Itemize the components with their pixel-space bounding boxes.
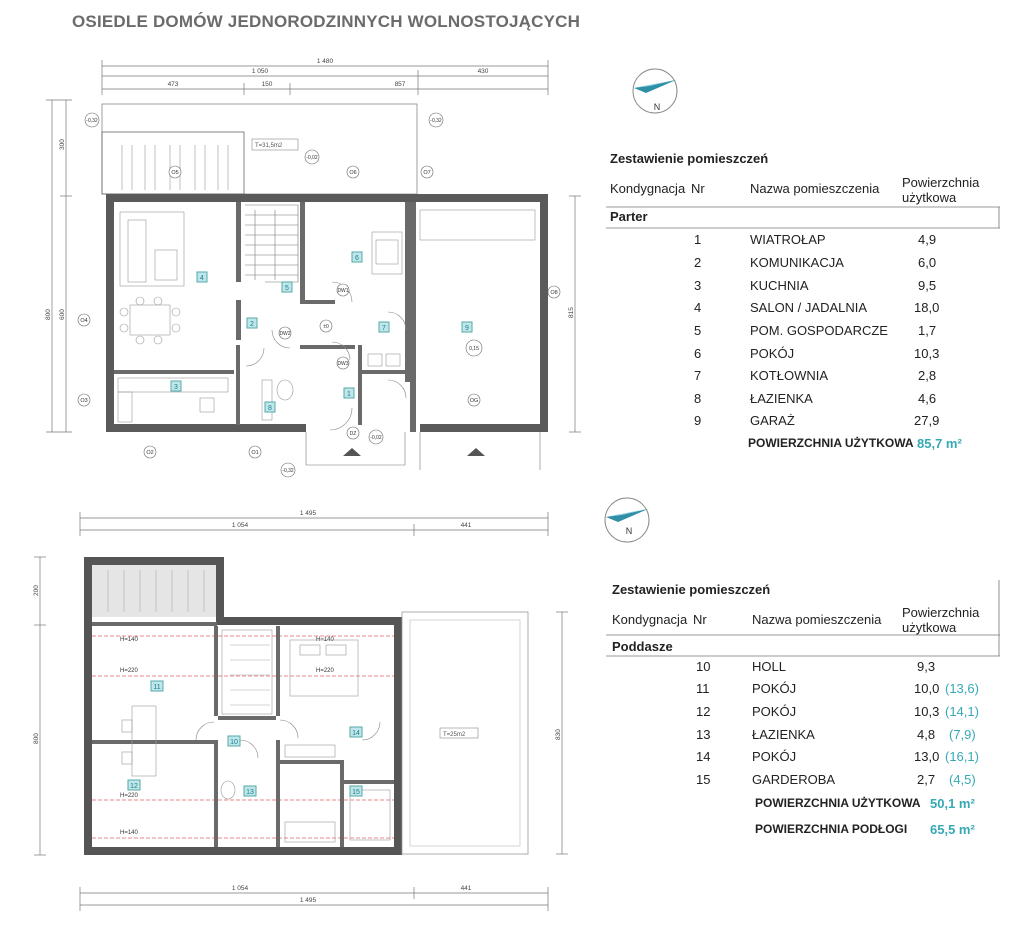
table-row (610, 323, 1010, 343)
row-nr: 1 (694, 232, 702, 247)
attic-height-note-5: H=220 (120, 793, 138, 799)
room-number-2: 2 (250, 321, 254, 328)
room-number-7: 7 (382, 325, 386, 332)
row-nr: 9 (694, 413, 702, 428)
table-title: Zestawienie pomieszczeń (612, 582, 771, 597)
attic-dim-right-a: 830 (555, 729, 562, 740)
summary-row (612, 796, 1012, 816)
level-mark-6: 0,15 (469, 346, 479, 352)
row-name: SALON / JADALNIA (750, 300, 868, 315)
attic-height-note-4: H=220 (316, 668, 334, 674)
dim-right-a: 815 (568, 307, 575, 318)
row-nr: 15 (696, 772, 711, 787)
attic-dim-left-b: 800 (33, 733, 40, 744)
row-name: KOMUNIKACJA (750, 255, 844, 270)
table-row (610, 413, 1010, 433)
attic-dim-bottom-a: 1 054 (231, 885, 249, 892)
row-nr: 5 (694, 323, 702, 338)
room-number-6: 6 (355, 255, 359, 262)
compass-icon (605, 498, 649, 542)
attic-height-note-1: H=140 (120, 637, 138, 643)
room-number-8: 8 (268, 405, 272, 412)
dim-top-c2: 150 (261, 81, 273, 88)
row-area: 4,8 (917, 727, 936, 742)
room-number-3: 3 (174, 384, 178, 391)
ground-room-labels (171, 252, 472, 412)
page-title: OSIEDLE DOMÓW JEDNORODZINNYCH WOLNOSTOJĄCYCH (72, 12, 581, 31)
row-name: ŁAZIENKA (750, 391, 813, 406)
table-row (610, 346, 1010, 366)
row-nr: 2 (694, 255, 702, 270)
window-code-O1: O1 (251, 450, 259, 456)
row-floor-area: (4,5) (949, 772, 976, 787)
row-name: POKÓJ (752, 681, 797, 696)
row-area: 4,9 (918, 232, 937, 247)
dim-top-b: 430 (477, 68, 489, 75)
window-code-O8: O8 (550, 290, 558, 296)
table-row (610, 300, 1010, 320)
row-area: 4,6 (918, 391, 937, 406)
level-mark-7: ±0 (323, 324, 329, 330)
door-code-DW3: DW3 (337, 361, 349, 367)
row-area: 10,3 (914, 704, 940, 719)
window-code-O5: O5 (171, 170, 179, 176)
table-row (610, 232, 1010, 252)
row-floor-area: (16,1) (945, 749, 979, 764)
row-area: 2,8 (918, 368, 937, 383)
row-name: HOLL (752, 659, 786, 674)
row-area: 10,0 (914, 681, 940, 696)
row-floor-area: (13,6) (945, 681, 979, 696)
header-area: Powierzchnia użytkowa (902, 605, 980, 635)
row-area: 18,0 (914, 300, 940, 315)
window-code-O4: O4 (80, 318, 88, 324)
door-code-DW1: DW1 (337, 288, 349, 294)
table-row (610, 255, 1010, 275)
door-code-DZ: DZ (349, 431, 357, 437)
row-name: GARAŻ (750, 413, 795, 428)
table-row (610, 278, 1010, 298)
row-nr: 12 (696, 704, 711, 719)
section-parter: Parter (610, 209, 648, 224)
summary-row (610, 436, 1010, 456)
dim-top-total: 1 480 (316, 58, 334, 65)
row-name: GARDEROBA (752, 772, 836, 787)
header-nr: Nr (693, 612, 707, 627)
room-number-11: 11 (153, 684, 161, 691)
row-nr: 10 (696, 659, 711, 674)
level-mark-1: -0,32 (86, 118, 98, 124)
row-nr: 7 (694, 368, 702, 383)
ground-floor-plan (45, 58, 581, 536)
room-number-12: 12 (130, 783, 138, 790)
attic-terrace-area-note: T=25m2 (443, 732, 466, 738)
row-name: POKÓJ (752, 704, 797, 719)
row-nr: 4 (694, 300, 702, 315)
row-name: POKÓJ (752, 749, 797, 764)
terrace-area-note: T=31,5m2 (255, 143, 283, 149)
table-row (610, 368, 1010, 388)
room-number-14: 14 (352, 730, 360, 737)
dim-top-c3: 857 (394, 81, 406, 88)
room-number-4: 4 (200, 275, 204, 282)
dim-left-c: 600 (59, 309, 66, 320)
row-area: 9,3 (917, 659, 936, 674)
room-number-9: 9 (465, 325, 469, 332)
summary-value: 50,1 m² (930, 796, 975, 811)
rooms-table-ground (610, 151, 1010, 461)
table-row (612, 681, 1012, 701)
summary-row (612, 822, 1012, 842)
summary-label: POWIERZCHNIA UŻYTKOWA (748, 436, 914, 450)
attic-floor-plan (33, 557, 568, 911)
door-code-DW2: DW2 (279, 331, 291, 337)
room-number-5: 5 (285, 285, 289, 292)
row-nr: 3 (694, 278, 702, 293)
compass-icon (633, 69, 677, 113)
row-name: POM. GOSPODARCZE (750, 323, 888, 338)
row-name: ŁAZIENKA (752, 727, 815, 742)
window-code-O3: O3 (80, 398, 88, 404)
room-number-10: 10 (230, 739, 238, 746)
room-number-13: 13 (246, 789, 254, 796)
row-floor-area: (14,1) (945, 704, 979, 719)
dim-left-b: 800 (45, 309, 52, 320)
level-mark-4: -0,02 (370, 435, 382, 441)
window-code-O7: O7 (423, 170, 431, 176)
row-nr: 11 (696, 681, 710, 696)
row-area: 27,9 (914, 413, 940, 428)
table-row (612, 704, 1012, 724)
summary-label: POWIERZCHNIA UŻYTKOWA (755, 796, 921, 810)
summary-value: 65,5 m² (930, 822, 975, 837)
row-area: 13,0 (914, 749, 940, 764)
attic-height-note-2: H=220 (120, 668, 138, 674)
attic-dim-bottom-b: 441 (460, 885, 472, 892)
header-nr: Nr (691, 181, 705, 196)
level-mark-3: -0,02 (306, 155, 318, 161)
row-name: KOTŁOWNIA (750, 368, 829, 383)
window-code-O2: O2 (146, 450, 154, 456)
terrace (102, 104, 417, 194)
row-nr: 13 (696, 727, 711, 742)
attic-dim-bottom-total: 1 495 (299, 897, 317, 904)
row-area: 10,3 (914, 346, 940, 361)
header-name: Nazwa pomieszczenia (750, 181, 880, 196)
row-nr: 8 (694, 391, 702, 406)
row-area: 2,7 (917, 772, 936, 787)
dim-bottom-a: 1 054 (231, 522, 249, 529)
header-level: Kondygnacja (610, 181, 686, 196)
compass-north-label: N (625, 526, 633, 536)
level-mark-2: -0,32 (430, 118, 442, 124)
row-area: 6,0 (918, 255, 937, 270)
summary-label: POWIERZCHNIA PODŁOGI (755, 822, 908, 836)
table-title: Zestawienie pomieszczeń (610, 151, 769, 166)
room-number-1: 1 (347, 391, 351, 398)
dim-bottom-total: 1 495 (299, 510, 317, 517)
level-mark-5: -0,32 (282, 468, 294, 474)
attic-height-note-6: H=140 (120, 830, 138, 836)
table-row (612, 659, 1012, 679)
row-name: POKÓJ (750, 346, 795, 361)
header-area: Powierzchnia użytkowa (902, 175, 980, 205)
table-row (612, 727, 1012, 747)
dim-top-c1: 473 (167, 81, 179, 88)
row-nr: 6 (694, 346, 702, 361)
row-name: KUCHNIA (750, 278, 809, 293)
room-number-15: 15 (352, 789, 360, 796)
rooms-table-attic (612, 582, 1012, 842)
section-poddasze: Poddasze (612, 639, 673, 654)
dim-top-a: 1 050 (251, 68, 269, 75)
attic-dim-left-a: 200 (33, 585, 40, 596)
row-floor-area: (7,9) (949, 727, 976, 742)
header-level: Kondygnacja (612, 612, 688, 627)
header-name: Nazwa pomieszczenia (752, 612, 882, 627)
row-nr: 14 (696, 749, 711, 764)
door-code-OG: OG (469, 398, 479, 404)
dim-bottom-b: 441 (460, 522, 472, 529)
compass-north-label: N (653, 102, 661, 112)
table-row (612, 772, 1012, 792)
row-area: 9,5 (918, 278, 937, 293)
table-row (610, 391, 1010, 411)
attic-height-note-3: H=140 (316, 637, 334, 643)
summary-value: 85,7 m² (917, 436, 962, 451)
row-area: 1,7 (918, 323, 937, 338)
dim-left-a: 300 (59, 139, 66, 150)
row-name: WIATROŁAP (750, 232, 826, 247)
window-code-O6: O6 (349, 170, 357, 176)
table-row (612, 749, 1012, 769)
